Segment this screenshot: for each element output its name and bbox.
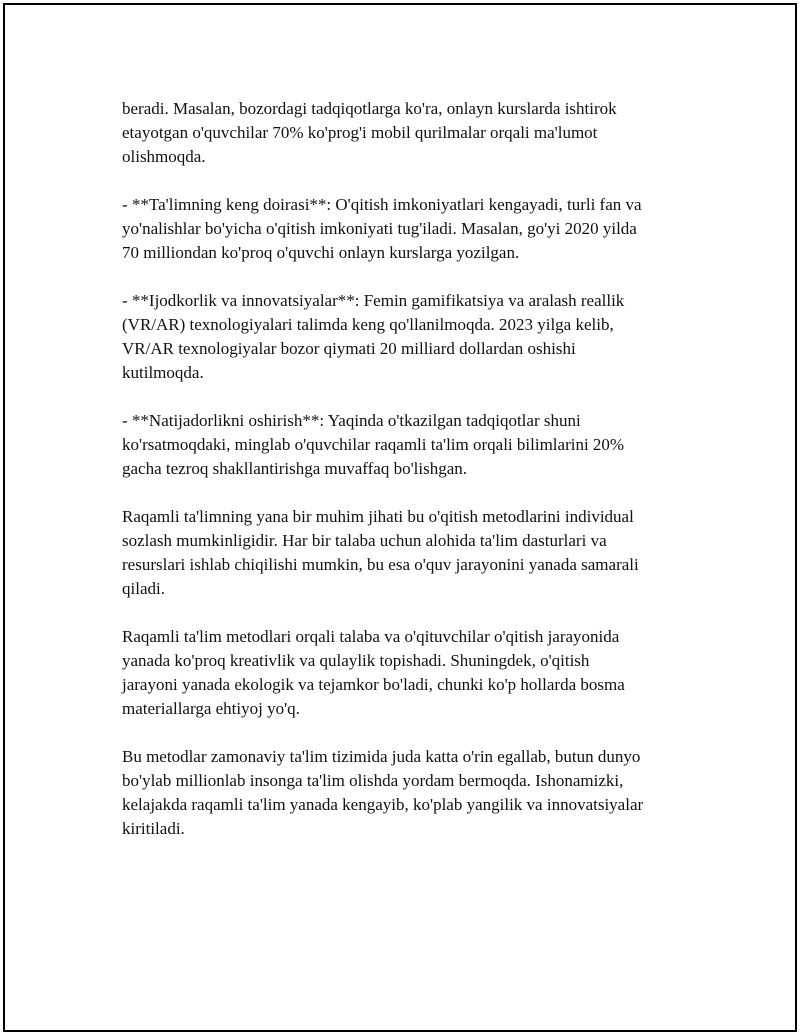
paragraph-intro-continuation: beradi. Masalan, bozordagi tadqiqotlarga ko'ra, onlayn kurslarda ishtirok etayotgan o'quvchilar 70% ko'prog'i mobil qurilmalar orqali ma'lumot olishmoqda. (122, 99, 617, 166)
paragraph-creativity: Raqamli ta'lim metodlari orqali talaba va o'qituvchilar o'qitish jarayonida yanada ko'proq kreativlik va qulaylik topishadi. Shuningdek, o'qitish jarayoni yanada ekologik va tejamkor bo'ladi, chunki ko'p hollarda bosma materiallarga ehtiyoj yo'q. (122, 627, 625, 718)
paragraph-bullet-innovation: - **Ijodkorlik va innovatsiyalar**: Femin gamifikatsiya va aralash reallik (VR/AR) texnologiyalari talimda keng qo'llanilmoqda. 2023 yilga kelib, VR/AR texnologiyalar bozor qiymati 20 milliard dollardan oshishi kutilmoqda. (122, 291, 625, 382)
paragraph-individualization: Raqamli ta'limning yana bir muhim jihati bu o'qitish metodlarini individual sozlash mumkinligidir. Har bir talaba uchun alohida ta'lim dasturlari va resurslari ishlab chiqilishi mumkin, bu esa o'quv jarayonini yanada samarali qiladi. (122, 507, 639, 598)
paragraph-bullet-results: - **Natijadorlikni oshirish**: Yaqinda o'tkazilgan tadqiqotlar shuni ko'rsatmoqdaki, minglab o'quvchilar raqamli ta'lim orqali bilimlarini 20% gacha tezroq shakllantirishga muvaffaq bo'lishgan. (122, 411, 625, 478)
page-frame (3, 3, 797, 1032)
document-body (122, 97, 722, 865)
paragraph-conclusion: Bu metodlar zamonaviy ta'lim tizimida juda katta o'rin egallab, butun dunyo bo'ylab millionlab insonga ta'lim olishda yordam bermoqda. Ishonamizki, kelajakda raqamli ta'lim yanada kengayib, ko'plab yangilik va innovatsiyalar kiritiladi. (122, 747, 644, 838)
paragraph-bullet-scope: - **Ta'limning keng doirasi**: O'qitish imkoniyatlari kengayadi, turli fan va yo'nalishlar bo'yicha o'qitish imkoniyati tug'iladi. Masalan, go'yi 2020 yilda 70 milliondan ko'proq o'quvchi onlayn kurslarga yozilgan. (122, 195, 642, 262)
